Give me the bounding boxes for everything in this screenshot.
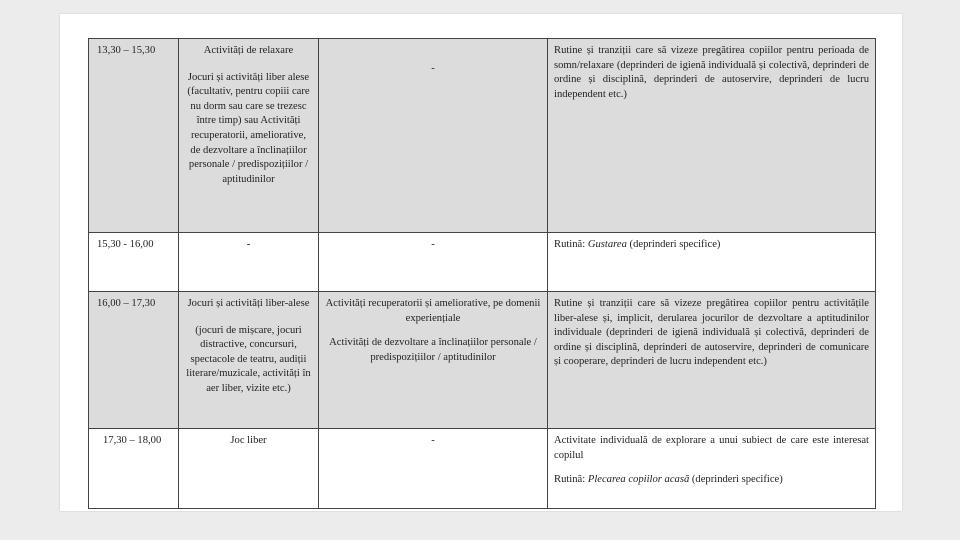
routine-note: (deprinderi specifice) [626, 239, 721, 250]
activity-title: Activități de relaxare [203, 45, 294, 56]
extra-activity-a: Activități recuperatorii și ameliorative, pe domenii experiențiale [325, 298, 541, 324]
activity-cell [179, 292, 319, 429]
extra-activity-cell: - [319, 429, 548, 509]
activity-description: (jocuri de mișcare, jocuri distractive, concursuri, spectacole de teatru, audiții literare/muzicale, activități în aer liber, vizite etc.) [186, 324, 311, 395]
individual-activity: Activitate individuală de explorare a unui subiect de care este interesat copilul [554, 435, 869, 461]
table-row [89, 429, 876, 509]
routine-cell: Rutine și tranziții care să vizeze pregătirea copiilor pentru perioada de somn/relaxare (deprinderi de igienă individuală și colectivă, deprinderi de ordine și disciplină, deprinderi de autoservire, deprinderi de lucru independent etc.) [548, 39, 876, 233]
extra-activity-b: Activități de dezvoltare a înclinațiilor personale / predispozițiilor / aptitudinilor [329, 337, 537, 363]
routine-name: Plecarea copiilor acasă [587, 474, 690, 486]
extra-activity-cell [319, 39, 548, 233]
routine-cell: Rutine și tranziții care să vizeze pregătirea copiilor pentru activitățile liber-alese și, implicit, derularea jocurilor de dezvoltare a aptitudinilor individuale (deprinderi de igienă individuală și colectivă, deprinderi de ordine și disciplină, deprinderi de autoservire, deprinderi de comunicare și cooperare, deprinderi de lucru independent etc.) [548, 292, 876, 429]
routine-cell [548, 233, 876, 292]
time-cell: 15,30 - 16,00 [89, 233, 179, 292]
time-cell: 13,30 – 15,30 [89, 39, 179, 233]
document-page [60, 14, 902, 511]
empty-dash: - [431, 63, 435, 74]
routine-label: Rutină: [554, 474, 588, 486]
table-row [89, 292, 876, 429]
activity-cell: Joc liber [179, 429, 319, 509]
routine-cell [548, 429, 876, 509]
table-row [89, 233, 876, 292]
table-row [89, 39, 876, 233]
time-cell: 17,30 – 18,00 [89, 429, 179, 509]
routine-line [554, 473, 869, 488]
routine-label: Rutină: [554, 239, 588, 250]
activity-cell: - [179, 233, 319, 292]
routine-name: Gustarea [587, 239, 627, 250]
extra-activity-cell [319, 292, 548, 429]
activity-cell [179, 39, 319, 233]
time-cell: 16,00 – 17,30 [89, 292, 179, 429]
schedule-table [88, 38, 876, 509]
routine-note: (deprinderi specifice) [689, 474, 783, 486]
activity-title: Jocuri și activități liber-alese [187, 298, 310, 309]
extra-activity-cell: - [319, 233, 548, 292]
activity-description: Jocuri și activități liber alese (facultativ, pentru copiii care nu dorm sau care se trezesc între timp) sau Activități recuperatorii, ameliorative, de dezvoltare a înclinațiilor personale / predispozițiilor / aptitudinilor [187, 71, 310, 185]
